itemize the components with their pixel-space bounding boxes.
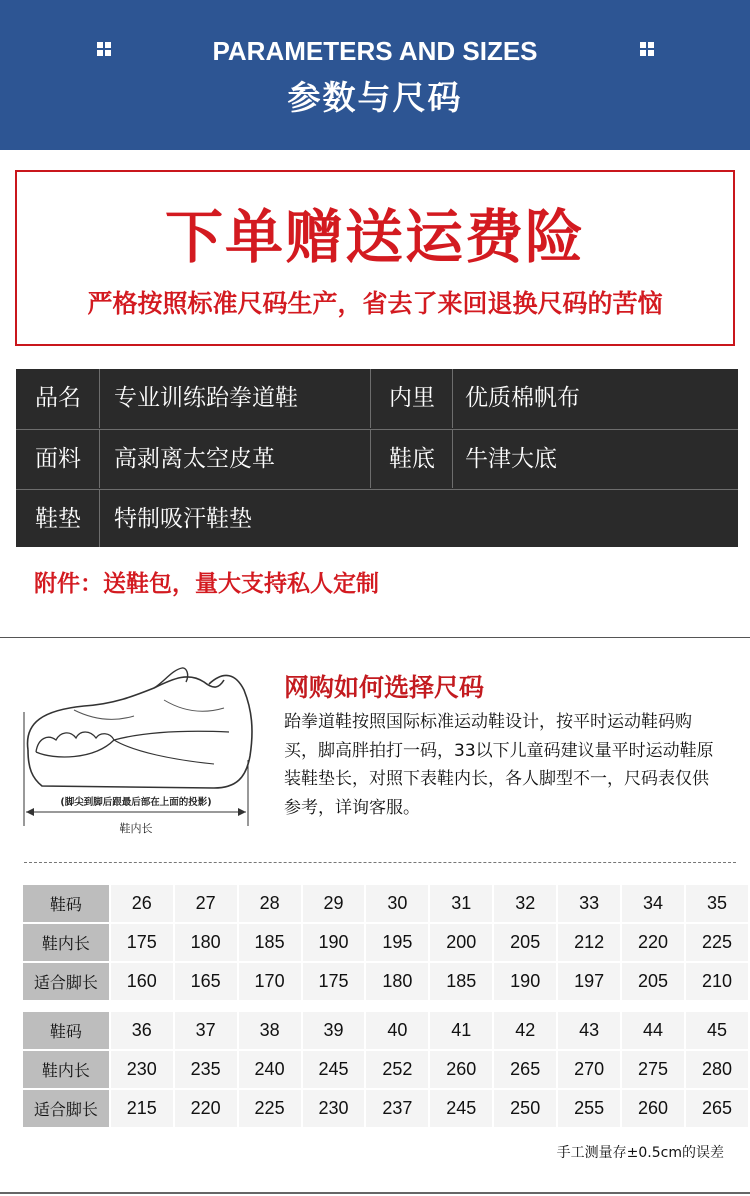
table-cell: 245 xyxy=(430,1090,492,1127)
table-cell: 185 xyxy=(430,963,492,1000)
table-cell: 205 xyxy=(494,924,556,961)
spec-value: 高剥离太空皮革 xyxy=(99,430,371,488)
table-cell: 42 xyxy=(494,1012,556,1049)
spec-row xyxy=(16,429,738,488)
table-cell: 190 xyxy=(303,924,365,961)
header-banner xyxy=(0,0,750,150)
table-cell: 26 xyxy=(111,885,173,922)
table-cell: 190 xyxy=(494,963,556,1000)
table-row xyxy=(23,885,748,922)
table-cell: 41 xyxy=(430,1012,492,1049)
spec-key: 鞋底 xyxy=(370,430,453,488)
size-table xyxy=(21,1010,750,1129)
table-cell: 31 xyxy=(430,885,492,922)
table-cell: 34 xyxy=(622,885,684,922)
table-cell: 225 xyxy=(686,924,748,961)
table-cell: 225 xyxy=(239,1090,301,1127)
row-header: 鞋码 xyxy=(23,885,109,922)
table-cell: 43 xyxy=(558,1012,620,1049)
table-cell: 27 xyxy=(175,885,237,922)
row-header: 鞋内长 xyxy=(23,924,109,961)
table-cell: 39 xyxy=(303,1012,365,1049)
table-cell: 185 xyxy=(239,924,301,961)
table-cell: 250 xyxy=(494,1090,556,1127)
table-cell: 260 xyxy=(622,1090,684,1127)
table-cell: 260 xyxy=(430,1051,492,1088)
table-cell: 255 xyxy=(558,1090,620,1127)
spec-row xyxy=(16,489,738,547)
table-row xyxy=(23,1012,748,1049)
table-cell: 170 xyxy=(239,963,301,1000)
spec-key: 面料 xyxy=(35,446,81,472)
table-cell: 33 xyxy=(558,885,620,922)
table-cell: 252 xyxy=(366,1051,428,1088)
table-cell: 235 xyxy=(175,1051,237,1088)
spec-key: 内里 xyxy=(370,369,453,428)
accessory-note: 附件：送鞋包，量大支持私人定制 xyxy=(34,571,379,597)
table-cell: 29 xyxy=(303,885,365,922)
size-guide-title: 网购如何选择尺码 xyxy=(284,673,485,702)
table-row xyxy=(23,963,748,1000)
table-cell: 180 xyxy=(366,963,428,1000)
dashed-divider xyxy=(24,862,736,863)
table-cell: 237 xyxy=(366,1090,428,1127)
table-cell: 44 xyxy=(622,1012,684,1049)
table-cell: 265 xyxy=(494,1051,556,1088)
table-cell: 220 xyxy=(175,1090,237,1127)
table-row xyxy=(23,1090,748,1127)
table-cell: 35 xyxy=(686,885,748,922)
table-cell: 160 xyxy=(111,963,173,1000)
header-title-en: PARAMETERS AND SIZES xyxy=(212,36,538,66)
spec-value: 优质棉帆布 xyxy=(452,369,738,428)
row-header: 适合脚长 xyxy=(23,963,109,1000)
spec-table xyxy=(16,369,738,547)
table-cell: 210 xyxy=(686,963,748,1000)
table-row xyxy=(23,924,748,961)
table-cell: 197 xyxy=(558,963,620,1000)
measurement-note: 手工测量存±0.5cm的误差 xyxy=(556,1145,724,1161)
diagram-label: 鞋内长 xyxy=(119,822,153,835)
table-cell: 180 xyxy=(175,924,237,961)
spec-row xyxy=(16,369,738,428)
table-cell: 175 xyxy=(111,924,173,961)
row-header: 鞋码 xyxy=(23,1012,109,1049)
table-cell: 220 xyxy=(622,924,684,961)
section-divider xyxy=(0,637,750,638)
table-cell: 28 xyxy=(239,885,301,922)
table-cell: 212 xyxy=(558,924,620,961)
table-cell: 200 xyxy=(430,924,492,961)
table-cell: 275 xyxy=(622,1051,684,1088)
table-cell: 37 xyxy=(175,1012,237,1049)
header-title-cn: 参数与尺码 xyxy=(287,78,463,117)
table-cell: 38 xyxy=(239,1012,301,1049)
table-cell: 280 xyxy=(686,1051,748,1088)
table-row xyxy=(23,1051,748,1088)
spec-value: 特制吸汗鞋垫 xyxy=(99,490,738,547)
table-cell: 36 xyxy=(111,1012,173,1049)
row-header: 适合脚长 xyxy=(23,1090,109,1127)
bottom-rule xyxy=(0,1192,750,1194)
table-cell: 205 xyxy=(622,963,684,1000)
table-cell: 215 xyxy=(111,1090,173,1127)
promo-headline: 下单赠送运费险 xyxy=(164,203,585,271)
table-cell: 195 xyxy=(366,924,428,961)
spec-key: 鞋垫 xyxy=(35,506,81,532)
spec-value: 牛津大底 xyxy=(452,430,738,488)
diagram-caption: (脚尖到脚后跟最后部在上面的投影) xyxy=(60,797,212,808)
table-cell: 175 xyxy=(303,963,365,1000)
size-guide-text: 跆拳道鞋按照国际标准运动鞋设计，按平时运动鞋码购买，脚高胖拍打一码，33以下儿童码建议量平时运动鞋原装鞋垫长，对照下表鞋内长，各人脚型不一，尺码表仅供参考，详询客服。 xyxy=(284,712,714,818)
size-table xyxy=(21,883,750,1002)
table-cell: 230 xyxy=(303,1090,365,1127)
promo-box xyxy=(15,170,735,346)
table-cell: 230 xyxy=(111,1051,173,1088)
table-cell: 165 xyxy=(175,963,237,1000)
table-cell: 40 xyxy=(366,1012,428,1049)
spec-value: 专业训练跆拳道鞋 xyxy=(99,369,371,428)
row-header: 鞋内长 xyxy=(23,1051,109,1088)
table-cell: 270 xyxy=(558,1051,620,1088)
foot-measure-diagram xyxy=(14,660,272,840)
table-cell: 245 xyxy=(303,1051,365,1088)
table-cell: 240 xyxy=(239,1051,301,1088)
spec-key: 品名 xyxy=(35,385,81,411)
table-cell: 32 xyxy=(494,885,556,922)
promo-subline: 严格按照标准尺码生产，省去了来回退换尺码的苦恼 xyxy=(87,289,663,318)
table-cell: 265 xyxy=(686,1090,748,1127)
table-cell: 30 xyxy=(366,885,428,922)
table-cell: 45 xyxy=(686,1012,748,1049)
